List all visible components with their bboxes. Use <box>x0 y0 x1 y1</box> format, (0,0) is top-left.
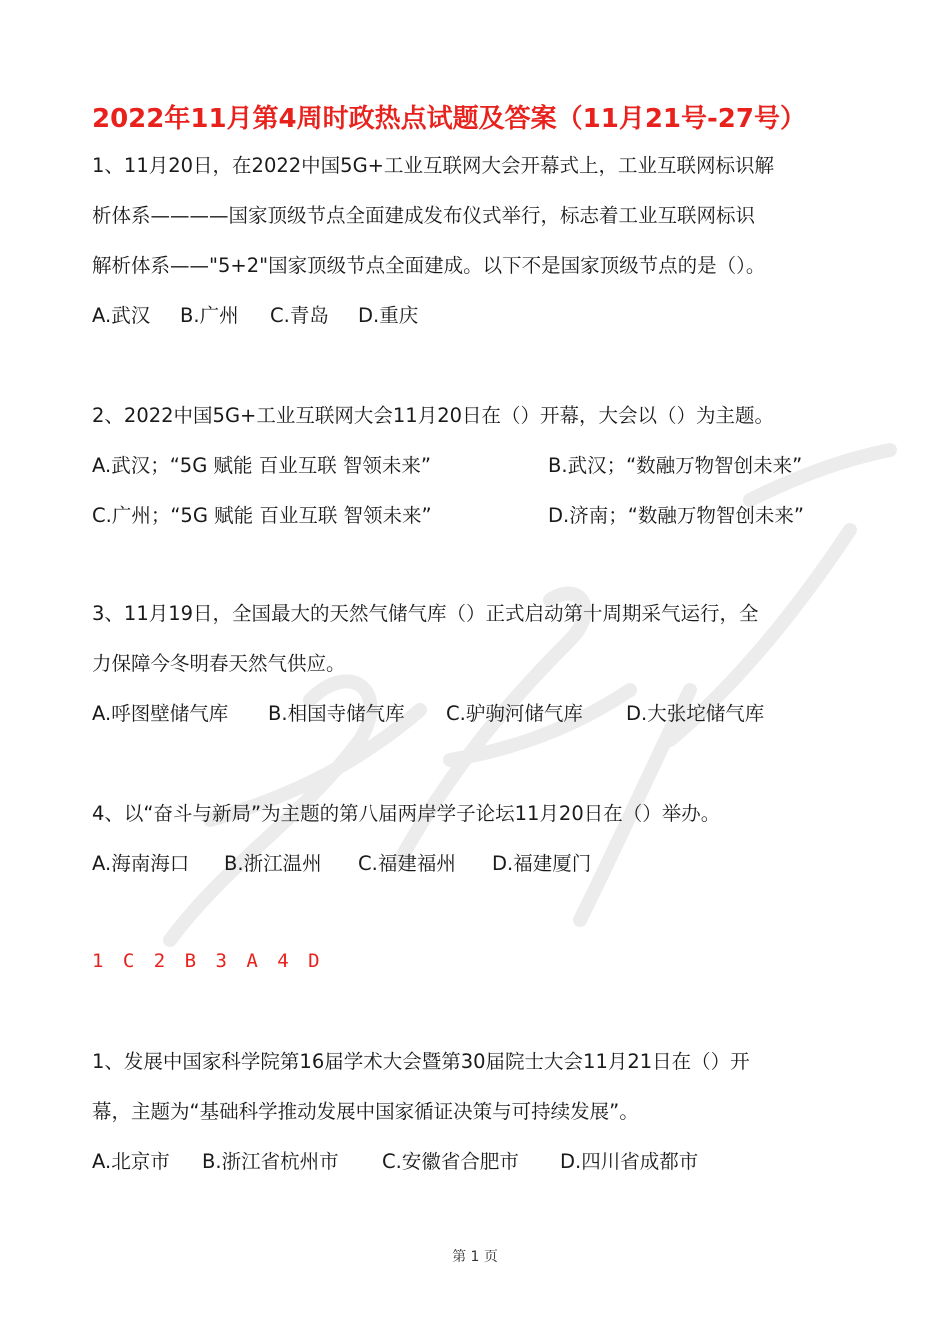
q3-option-d: D.大张坨储气库 <box>626 702 765 725</box>
q5-line-1: 1、发展中国家科学院第16届学术大会暨第30届院士大会11月21日在（）开 <box>92 1050 750 1073</box>
q3-line-1: 3、11月19日，全国最大的天然气储气库（）正式启动第十周期采气运行，全 <box>92 602 759 625</box>
q5-option-c: C.安徽省合肥市 <box>382 1150 519 1173</box>
q1-option-a: A.武汉 <box>92 304 151 327</box>
q2-line-1: 2、2022中国5G+工业互联网大会11月20日在（）开幕，大会以（）为主题。 <box>92 404 775 427</box>
q2-option-c: C.广州；“5G 赋能 百业互联 智领未来” <box>92 504 432 527</box>
q5-line-2: 幕，主题为“基础科学推动发展中国家循证决策与可持续发展”。 <box>92 1100 639 1123</box>
q5-option-b: B.浙江省杭州市 <box>202 1150 339 1173</box>
q1-line-3: 解析体系——"5+2"国家顶级节点全面建成。以下不是国家顶级节点的是（）。 <box>92 254 766 277</box>
q3-line-2: 力保障今冬明春天然气供应。 <box>92 652 346 675</box>
page-number: 第 1 页 <box>452 1249 498 1265</box>
q2-option-a: A.武汉；“5G 赋能 百业互联 智领未来” <box>92 454 432 477</box>
q1-line-2: 析体系————国家顶级节点全面建成发布仪式举行，标志着工业互联网标识 <box>92 204 756 227</box>
q2-option-d: D.济南；“数融万物智创未来” <box>548 504 804 527</box>
q5-option-a: A.北京市 <box>92 1150 170 1173</box>
q1-option-d: D.重庆 <box>358 304 419 327</box>
answer-key: 1 C 2 B 3 A 4 D <box>92 950 324 972</box>
q4-option-b: B.浙江温州 <box>224 852 322 875</box>
q3-option-c: C.驴驹河储气库 <box>446 702 583 725</box>
q4-option-d: D.福建厦门 <box>492 852 592 875</box>
q1-line-1: 1、11月20日，在2022中国5G+工业互联网大会开幕式上，工业互联网标识解 <box>92 154 775 177</box>
q1-option-b: B.广州 <box>180 304 239 327</box>
q2-option-b: B.武汉；“数融万物智创未来” <box>548 454 803 477</box>
page-title: 2022年11月第4周时政热点试题及答案（11月21号-27号） <box>92 104 806 134</box>
q5-option-d: D.四川省成都市 <box>560 1150 699 1173</box>
q4-option-c: C.福建福州 <box>358 852 456 875</box>
q4-option-a: A.海南海口 <box>92 852 190 875</box>
q1-option-c: C.青岛 <box>270 304 329 327</box>
q3-option-b: B.相国寺储气库 <box>268 702 405 725</box>
q4-line-1: 4、以“奋斗与新局”为主题的第八届两岸学子论坛11月20日在（）举办。 <box>92 802 721 825</box>
q3-option-a: A.呼图壁储气库 <box>92 702 229 725</box>
